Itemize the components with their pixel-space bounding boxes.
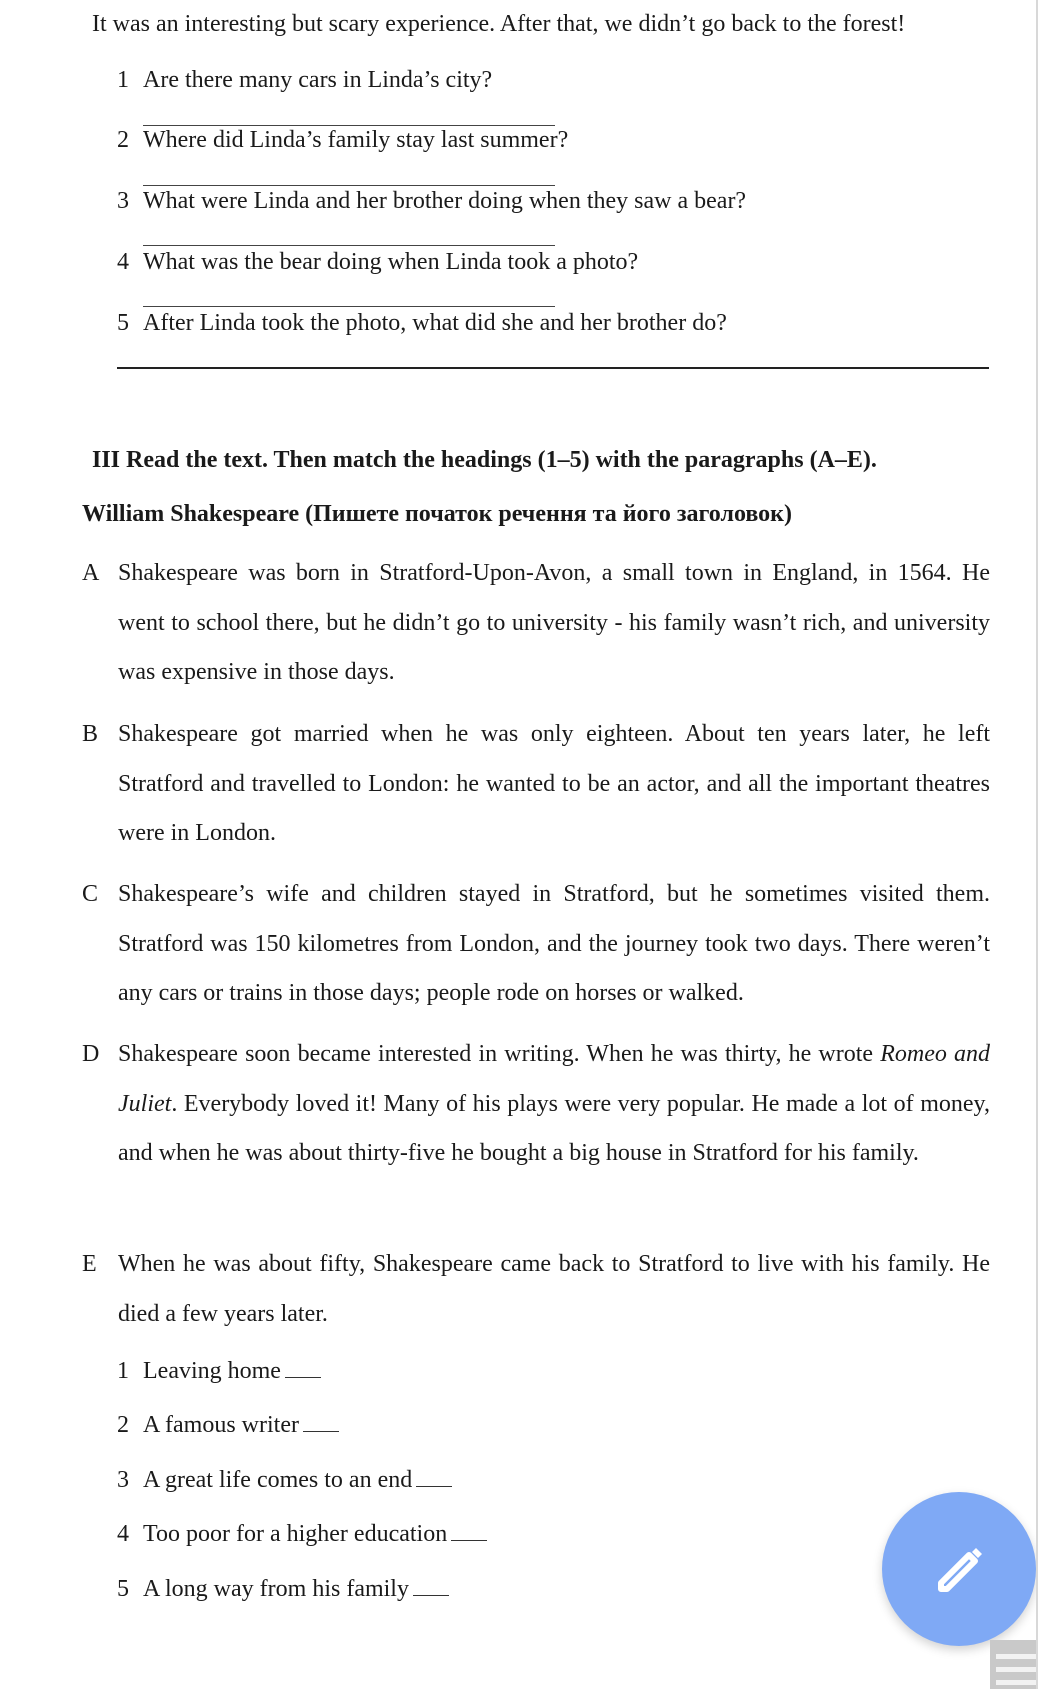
heading-number: 1 (117, 1358, 129, 1384)
heading-text: Too poor for a higher education (143, 1521, 448, 1547)
paragraph-a (82, 549, 990, 698)
task-instruction: III Read the text. Then match the headings (1–5) with the paragraphs (A–E). (92, 447, 877, 473)
question-number: 5 (117, 310, 129, 336)
paragraph-d (82, 1030, 990, 1179)
play-title: Romeo and Juliet (118, 1041, 990, 1117)
heading-text: Leaving home (143, 1358, 281, 1384)
answer-line[interactable] (143, 306, 555, 307)
paragraph-text-start: Shakespeare soon became interested in writing. When he was thirty, he wrote (118, 1041, 881, 1067)
answer-blank[interactable] (413, 1573, 449, 1596)
heading-text: A famous writer (143, 1412, 299, 1438)
pencil-icon (929, 1539, 989, 1599)
question-text: After Linda took the photo, what did she and her brother do? (143, 310, 727, 336)
heading-item (117, 1464, 452, 1494)
question-item (117, 187, 746, 215)
question-text: Where did Linda’s family stay last summer? (143, 127, 569, 153)
heading-number: 4 (117, 1521, 129, 1547)
paragraph-text (118, 1030, 990, 1179)
paragraph-text: Shakespeare was born in Stratford-Upon-Avon, a small town in England, in 1564. He went to school there, but he didn’t go to university - his family wasn’t rich, and university was expensive in those days. (118, 560, 990, 685)
question-number: 3 (117, 188, 129, 214)
answer-line[interactable] (143, 185, 555, 186)
heading-item (117, 1573, 449, 1603)
question-item (117, 309, 727, 337)
question-text: What was the bear doing when Linda took a photo? (143, 249, 639, 275)
paragraph-text-end: . Everybody loved it! Many of his plays were very popular. He made a lot of money, and when he was about thirty-five he bought a big house in Stratford for his family. (118, 1090, 990, 1166)
paragraph-letter: C (82, 881, 99, 907)
question-number: 4 (117, 249, 129, 275)
paragraph-e (82, 1240, 990, 1339)
heading-text: A great life comes to an end (143, 1467, 413, 1493)
paragraph-text: Shakespeare’s wife and children stayed in Stratford, but he sometimes visited them. Stratford was 150 kilometres from London, and the journey took two days. There weren’t any cars or trains in those days; people rode on horses or walked. (118, 881, 990, 1006)
question-item (117, 126, 568, 154)
question-number: 1 (117, 67, 129, 93)
paragraph-text: Shakespeare got married when he was only eighteen. About ten years later, he left Stratford and travelled to London: he wanted to be an actor, and all the important theatres were in London. (118, 721, 990, 846)
heading-item (117, 1355, 321, 1385)
answer-line[interactable] (143, 245, 555, 246)
heading-number: 5 (117, 1576, 129, 1602)
answer-blank[interactable] (451, 1518, 487, 1541)
edit-button[interactable] (882, 1492, 1036, 1646)
question-text: Are there many cars in Linda’s city? (143, 67, 493, 93)
heading-item (117, 1518, 487, 1548)
heading-number: 3 (117, 1467, 129, 1493)
paragraph-text: When he was about fifty, Shakespeare came back to Stratford to live with his family. He died a few years later. (118, 1251, 990, 1327)
heading-number: 2 (117, 1412, 129, 1438)
question-text: What were Linda and her brother doing when they saw a bear? (143, 188, 747, 214)
question-number: 2 (117, 127, 129, 153)
paragraph-letter: A (82, 560, 100, 586)
paragraph-b (82, 710, 990, 859)
answer-blank[interactable] (303, 1409, 339, 1432)
intro-line: It was an interesting but scary experience. After that, we didn’t go back to the forest! (92, 11, 906, 37)
question-item (117, 248, 638, 276)
heading-item (117, 1409, 339, 1439)
paragraph-c (82, 870, 990, 1019)
text-heading: William Shakespeare (Пишете початок речення та його заголовок) (82, 501, 792, 527)
answer-line[interactable] (117, 367, 989, 369)
answer-blank[interactable] (416, 1464, 452, 1487)
answer-blank[interactable] (285, 1355, 321, 1378)
paragraph-letter: E (82, 1251, 97, 1277)
paragraph-letter: B (82, 721, 99, 747)
paragraph-letter: D (82, 1041, 100, 1067)
hamburger-icon[interactable] (990, 1640, 1038, 1689)
heading-text: A long way from his family (143, 1576, 409, 1602)
question-item (117, 66, 492, 94)
